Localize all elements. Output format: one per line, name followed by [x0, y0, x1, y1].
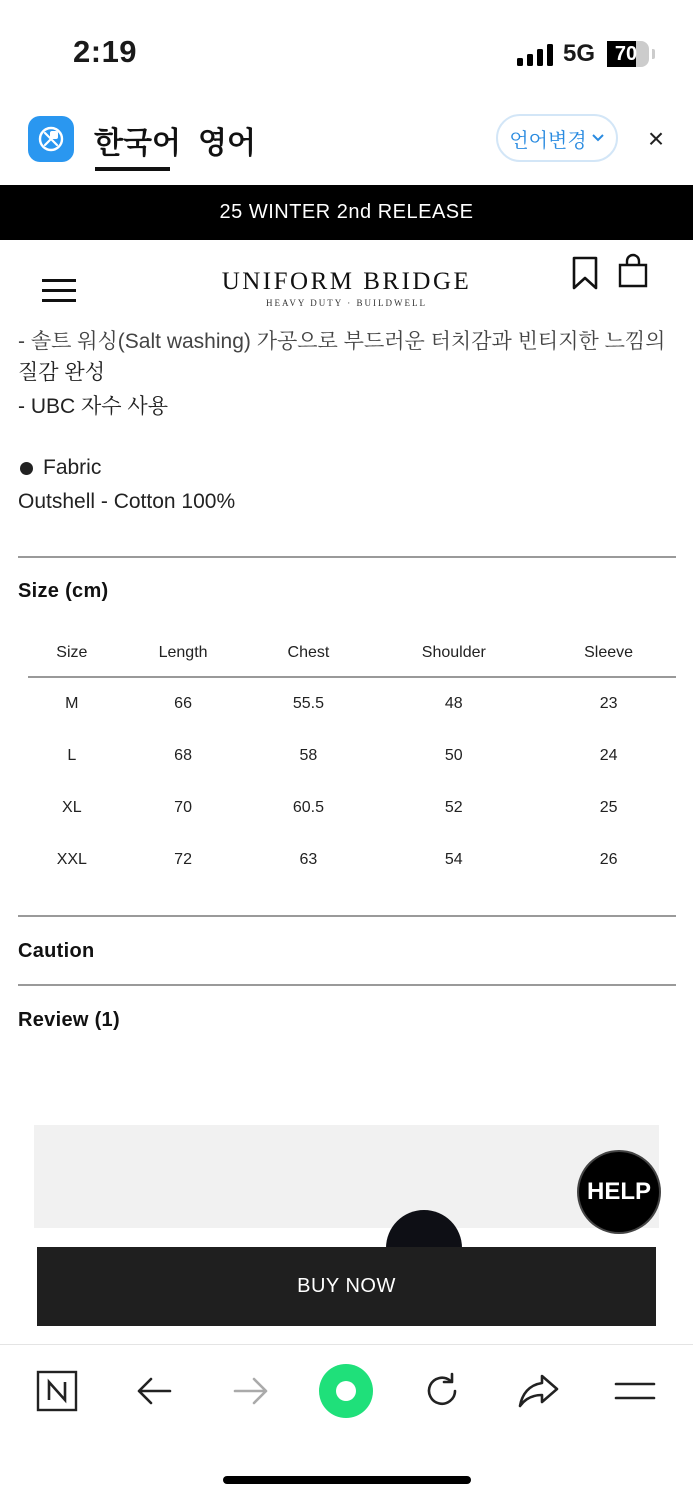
table-cell: 25 — [599, 799, 618, 816]
menu-icon[interactable] — [610, 1366, 660, 1416]
review-section-title[interactable]: Review (1) — [18, 1009, 120, 1031]
caution-section-title[interactable]: Caution — [18, 940, 95, 962]
table-cell: 48 — [444, 695, 463, 712]
column-header: Chest — [250, 630, 366, 677]
table-row — [28, 782, 676, 834]
table-cell: 72 — [174, 851, 192, 868]
size-section-title[interactable]: Size (cm) — [18, 580, 109, 602]
table-cell: 68 — [174, 747, 192, 764]
column-header: Length — [116, 630, 251, 677]
brand-logo[interactable] — [200, 268, 493, 308]
table-cell: 55.5 — [292, 695, 324, 712]
table-header-row — [28, 630, 676, 677]
cellular-signal-icon — [517, 44, 553, 66]
table-cell: 54 — [444, 851, 463, 868]
section-divider — [18, 915, 676, 917]
active-tab-underline — [95, 167, 170, 171]
tab-korean[interactable]: 한국어 — [94, 127, 181, 160]
shopping-bag-icon[interactable] — [617, 253, 649, 289]
home-indicator[interactable] — [223, 1476, 471, 1484]
battery-tip — [652, 49, 655, 59]
table-cell: L — [67, 747, 77, 764]
table-row — [28, 730, 676, 782]
buy-now-button[interactable]: BUY NOW — [37, 1247, 656, 1326]
table-cell: M — [65, 695, 79, 712]
table-cell: 58 — [299, 747, 318, 764]
column-header: Sleeve — [541, 630, 676, 677]
promo-banner[interactable]: 25 WINTER 2nd RELEASE — [0, 185, 693, 240]
translator-app-icon[interactable] — [28, 116, 74, 162]
network-type: 5G — [563, 40, 596, 67]
table-cell: XXL — [56, 851, 87, 868]
chevron-down-icon — [591, 133, 605, 143]
battery-icon — [607, 41, 649, 67]
fabric-value: Outshell - Cotton 100% — [18, 490, 236, 513]
review-photo-subject — [386, 1210, 462, 1250]
share-icon[interactable] — [513, 1366, 563, 1416]
menu-icon[interactable] — [42, 279, 76, 303]
table-cell: 70 — [174, 799, 192, 816]
table-row — [28, 677, 676, 730]
close-icon[interactable]: × — [647, 123, 665, 154]
table-cell: 52 — [444, 799, 463, 816]
table-cell: 60.5 — [292, 799, 324, 816]
forward-arrow-icon[interactable] — [226, 1366, 276, 1416]
tab-english[interactable]: 영어 — [198, 127, 256, 160]
section-divider — [18, 556, 676, 558]
change-language-label: 언어변경 — [509, 129, 587, 152]
column-header: Shoulder — [366, 630, 541, 677]
table-cell: XL — [62, 799, 82, 816]
naver-n-icon[interactable] — [32, 1366, 82, 1416]
table-row — [28, 834, 676, 886]
green-dot-icon[interactable] — [318, 1363, 374, 1419]
change-language-button[interactable] — [496, 114, 618, 162]
table-cell: 50 — [444, 747, 463, 764]
back-arrow-icon[interactable] — [129, 1366, 179, 1416]
brand-name: UNIFORM BRIDGE — [221, 268, 472, 295]
help-button[interactable]: HELP — [579, 1152, 659, 1232]
column-header: Size — [28, 630, 116, 677]
battery-level: 70 — [614, 43, 638, 65]
table-cell: 24 — [599, 747, 618, 764]
brand-tagline: HEAVY DUTY · BUILDWELL — [266, 298, 427, 308]
description-line: - UBC 자수 사용 — [18, 395, 168, 418]
fabric-label: Fabric — [43, 456, 102, 479]
status-time: 2:19 — [73, 34, 138, 69]
table-cell: 63 — [299, 851, 318, 868]
reload-icon[interactable] — [417, 1366, 467, 1416]
bullet-icon — [20, 462, 33, 475]
table-cell: 26 — [599, 851, 618, 868]
bookmark-icon[interactable] — [571, 256, 599, 290]
size-table — [28, 630, 676, 886]
review-photo[interactable] — [34, 1125, 659, 1228]
description-line: 질감 완성 — [18, 361, 105, 384]
section-divider — [18, 984, 676, 986]
table-cell: 66 — [174, 695, 192, 712]
description-cutoff-line: - 솔트 워싱(Salt washing) 가공으로 부드러운 터치감과 빈티지한 느낌의 — [18, 330, 666, 353]
table-cell: 23 — [599, 695, 618, 712]
